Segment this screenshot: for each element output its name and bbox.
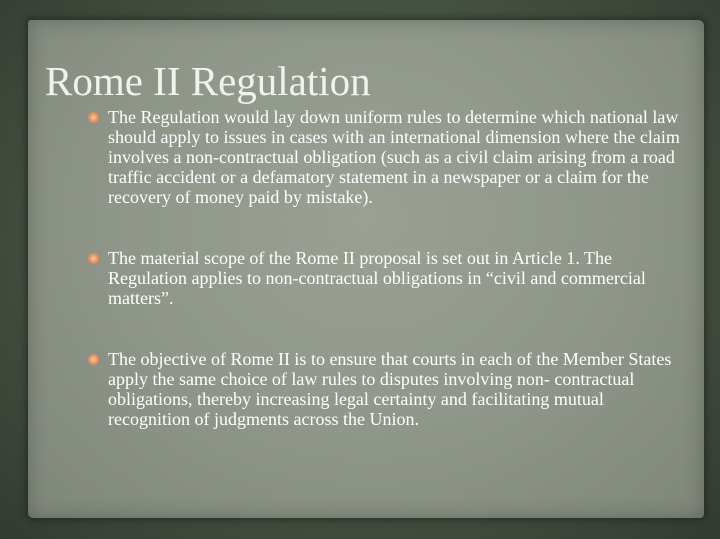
bullet-list xyxy=(88,107,688,470)
bullet-text: The material scope of the Rome II proposal is set out in Article 1. The Regulation applies to non-contractual obligations in “civil and commercial matters”. xyxy=(108,248,646,308)
bullet-text: The Regulation would lay down uniform rules to determine which national law should apply to issues in cases with an international dimension where the claim involves a non-contractual obligation (such as a civil claim arising from a road traffic accident or a defamatory statement in a newspaper or a claim for the recovery of money paid by mistake). xyxy=(108,107,680,207)
bullet-text: The objective of Rome II is to ensure that courts in each of the Member States apply the same choice of law rules to disputes involving non- contractual obligations, thereby increasing legal certainty and facilitating mutual recognition of judgments across the Union. xyxy=(108,349,672,429)
bullet-item xyxy=(88,349,688,429)
bullet-item xyxy=(88,107,688,207)
slide-title: Rome II Regulation xyxy=(45,58,371,104)
bullet-dot-icon xyxy=(88,112,99,123)
bullet-dot-icon xyxy=(88,253,99,264)
bullet-item xyxy=(88,248,688,308)
bullet-dot-icon xyxy=(88,354,99,365)
